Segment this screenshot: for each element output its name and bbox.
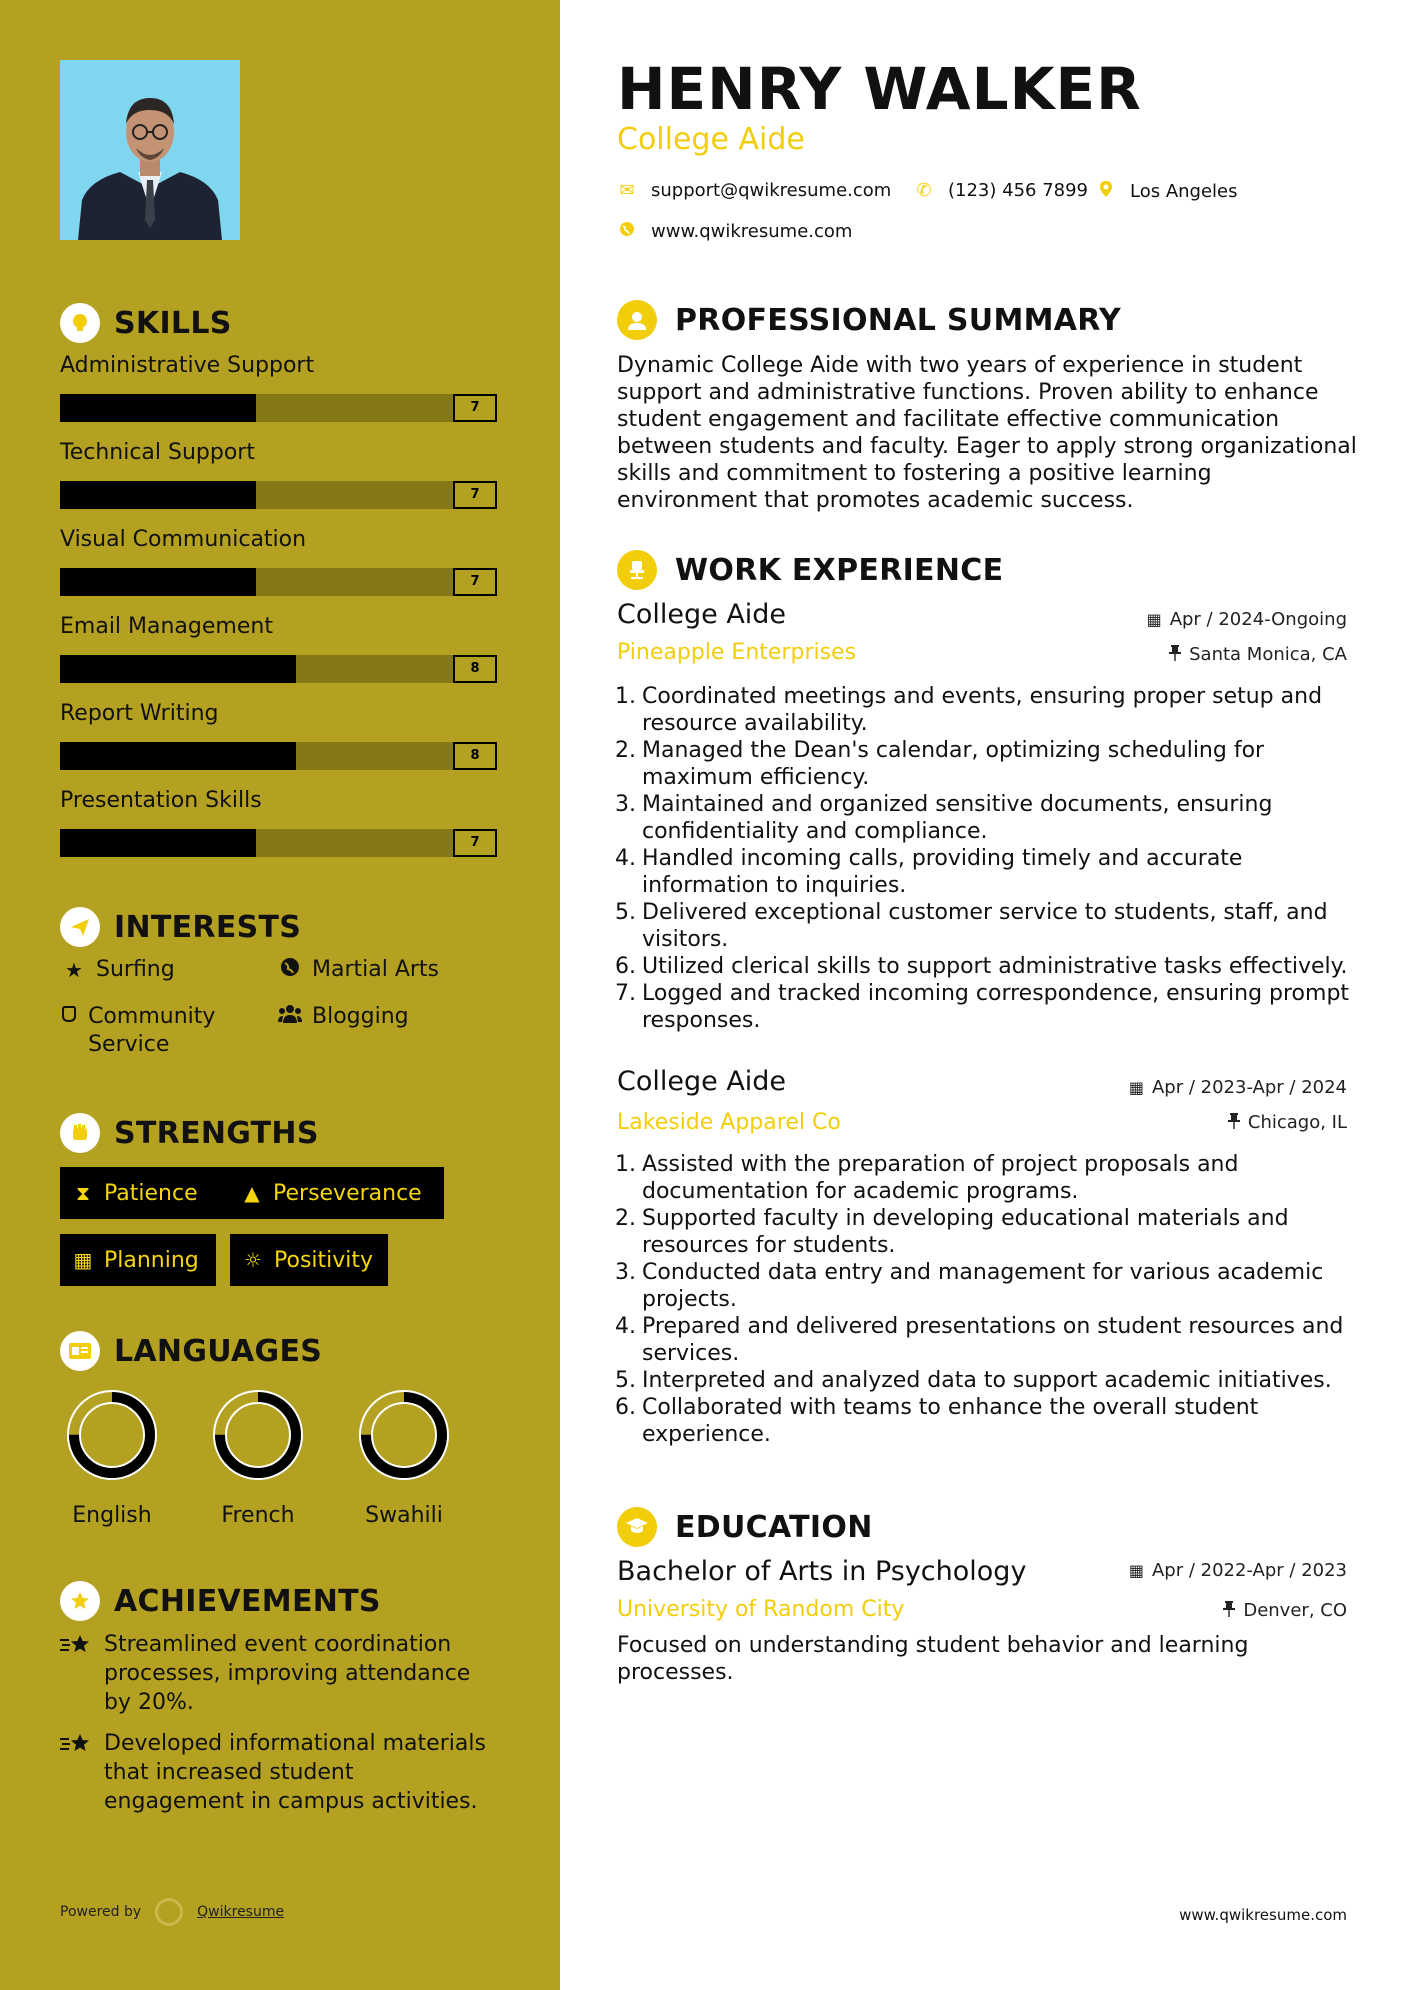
profile-photo — [60, 60, 240, 240]
sun-icon: ☼ — [244, 1248, 262, 1272]
pushpin-icon — [1223, 1601, 1235, 1621]
strength-badge — [230, 1234, 388, 1286]
graduation-icon — [617, 1507, 657, 1547]
bullet-text: Prepared and delivered presentations on student resources and services. — [642, 1314, 1344, 1366]
interest-label: Community Service — [88, 1004, 216, 1057]
hand-icon — [58, 1003, 80, 1031]
skill-item — [60, 785, 500, 857]
strength-badge — [60, 1234, 216, 1286]
qwikresume-link[interactable]: Qwikresume — [197, 1904, 285, 1920]
language-ring — [354, 1385, 454, 1485]
list-number: 5. — [615, 1368, 636, 1393]
skills-title: SKILLS — [114, 305, 232, 341]
bullet-text: Utilized clerical skills to support administrative tasks effectively. — [642, 954, 1348, 979]
candidate-name: HENRY WALKER — [617, 55, 1142, 123]
shooting-star-icon — [60, 1630, 104, 1717]
location-text: Los Angeles — [1130, 181, 1238, 202]
achievements-heading — [60, 1581, 381, 1621]
experience-heading — [617, 550, 1003, 590]
bullet-text: Delivered exceptional customer service to students, staff, and visitors. — [642, 900, 1328, 952]
job-company: Lakeside Apparel Co — [617, 1110, 841, 1135]
education-description: Focused on understanding student behavior and learning processes. — [617, 1633, 1249, 1685]
interests-heading — [60, 907, 301, 947]
interests-title: INTERESTS — [114, 909, 302, 945]
skills-heading — [60, 303, 232, 343]
list-number: 6. — [615, 1395, 636, 1420]
skill-bar-fill — [60, 655, 296, 683]
summary-text: Dynamic College Aide with two years of experience in student support and administrative functions. Proven ability to enhance student engagement and facilitate effective communication between students and faculty. Eager to apply strong organizational skills and commitment to fostering a positive learning environment that promotes academic success. — [617, 353, 1357, 513]
list-number: 4. — [615, 846, 636, 871]
education-heading — [617, 1507, 873, 1547]
skill-label: Administrative Support — [60, 353, 315, 378]
skill-score: 7 — [453, 394, 497, 422]
bullet-text: Assisted with the preparation of project proposals and documentation for academic programs. — [642, 1152, 1239, 1204]
strength-label: Perseverance — [273, 1180, 422, 1206]
skill-label: Presentation Skills — [60, 788, 262, 813]
education-date — [1129, 1560, 1347, 1581]
skill-bar-fill — [60, 742, 296, 770]
summary-heading — [617, 300, 1121, 340]
job-location-text: Chicago, IL — [1247, 1112, 1347, 1133]
interest-item — [276, 956, 439, 984]
languages-heading — [60, 1331, 322, 1371]
job-company: Pineapple Enterprises — [617, 640, 857, 665]
phone-icon: ✆ — [916, 180, 932, 201]
calendar-icon: ▦ — [73, 1248, 93, 1272]
website-text[interactable]: www.qwikresume.com — [651, 221, 853, 242]
job-title: College Aide — [617, 1066, 787, 1097]
language-ring — [208, 1385, 308, 1485]
skill-item — [60, 698, 500, 770]
bullet-text: Interpreted and analyzed data to support academic initiatives. — [642, 1368, 1332, 1393]
education-degree: Bachelor of Arts in Psychology — [617, 1556, 1027, 1587]
list-item — [612, 1313, 1352, 1367]
paper-plane-icon — [60, 907, 100, 947]
bullet-text: Managed the Dean's calendar, optimizing scheduling for maximum efficiency. — [642, 738, 1265, 790]
bullet-text: Coordinated meetings and events, ensuring proper setup and resource availability. — [642, 684, 1323, 736]
skill-item — [60, 437, 500, 509]
skill-bar-fill — [60, 568, 256, 596]
contact-email — [617, 180, 891, 201]
language-label: English — [72, 1503, 152, 1528]
education-school: University of Random City — [617, 1597, 905, 1622]
bullet-text: Supported faculty in developing educational materials and resources for students. — [642, 1206, 1289, 1258]
language-label: French — [221, 1503, 295, 1528]
contact-location — [1096, 180, 1238, 203]
bullet-text: Maintained and organized sensitive documents, ensuring confidentiality and compliance. — [642, 792, 1273, 844]
strength-badge — [60, 1167, 230, 1219]
star-icon: ★ — [65, 958, 83, 982]
bullet-text: Collaborated with teams to enhance the overall student experience. — [642, 1395, 1259, 1447]
language-ring — [62, 1385, 162, 1485]
achievement-item — [60, 1729, 500, 1816]
qwikresume-logo-icon — [155, 1898, 183, 1926]
footer-website[interactable]: www.qwikresume.com — [1179, 1906, 1347, 1924]
award-star-icon — [60, 1581, 100, 1621]
interest-item — [60, 956, 175, 984]
list-number: 1. — [615, 684, 636, 709]
language-label: Swahili — [365, 1503, 443, 1528]
strength-label: Patience — [104, 1180, 198, 1206]
list-number: 6. — [615, 954, 636, 979]
languages-title: LANGUAGES — [114, 1333, 323, 1369]
bullet-text: Handled incoming calls, providing timely and accurate information to inquiries. — [642, 846, 1243, 898]
education-title: EDUCATION — [675, 1509, 873, 1545]
job-location-text: Santa Monica, CA — [1189, 644, 1347, 665]
calendar-icon: ▦ — [1146, 610, 1162, 629]
list-number: 2. — [615, 738, 636, 763]
job-date-text: Apr / 2024-Ongoing — [1169, 609, 1347, 630]
list-item — [612, 791, 1352, 845]
user-icon — [617, 300, 657, 340]
calendar-icon: ▦ — [1128, 1561, 1144, 1580]
list-item — [612, 845, 1352, 899]
achievement-text: Developed informational materials that increased student engagement in campus activities. — [104, 1731, 486, 1814]
list-item — [612, 899, 1352, 953]
skill-bar — [60, 481, 500, 509]
list-item — [612, 737, 1352, 791]
education-date-text: Apr / 2022-Apr / 2023 — [1151, 1560, 1347, 1581]
pushpin-icon — [1228, 1113, 1240, 1133]
list-item — [612, 1259, 1352, 1313]
bullet-text: Logged and tracked incoming correspondence, ensuring prompt responses. — [642, 981, 1350, 1033]
list-number: 1. — [615, 1152, 636, 1177]
language-item — [52, 1385, 172, 1528]
achievement-text: Streamlined event coordination processes, improving attendance by 20%. — [104, 1632, 471, 1715]
bullet-text: Conducted data entry and management for various academic projects. — [642, 1260, 1324, 1312]
lightbulb-icon — [60, 303, 100, 343]
list-item — [612, 1205, 1352, 1259]
language-icon — [60, 1331, 100, 1371]
language-item — [198, 1385, 318, 1528]
users-icon — [276, 1003, 304, 1031]
list-number: 4. — [615, 1314, 636, 1339]
powered-by-label: Powered by — [60, 1904, 142, 1920]
education-location-text: Denver, CO — [1243, 1600, 1347, 1621]
achievement-item — [60, 1630, 500, 1717]
job-date — [1147, 609, 1347, 630]
interest-label: Blogging — [312, 1004, 409, 1029]
skill-bar — [60, 655, 500, 683]
hourglass-icon: ⧗ — [75, 1181, 91, 1205]
list-number: 2. — [615, 1206, 636, 1231]
phone-text[interactable]: (123) 456 7899 — [948, 180, 1089, 201]
globe-icon — [276, 956, 304, 984]
skill-bar — [60, 829, 500, 857]
road-icon: ▲ — [244, 1181, 260, 1205]
skill-item — [60, 611, 500, 683]
skill-item — [60, 524, 500, 596]
calendar-icon: ▦ — [1128, 1078, 1144, 1097]
language-item — [344, 1385, 464, 1528]
candidate-role: College Aide — [617, 122, 805, 157]
skill-score: 8 — [453, 655, 497, 683]
strengths-heading — [60, 1113, 319, 1153]
strength-label: Positivity — [274, 1247, 374, 1273]
skill-label: Report Writing — [60, 701, 219, 726]
job-bullets — [612, 683, 1352, 1034]
skill-bar-fill — [60, 481, 256, 509]
contact-phone — [914, 180, 1088, 201]
skill-label: Email Management — [60, 614, 273, 639]
list-number: 5. — [615, 900, 636, 925]
job-location — [1169, 644, 1347, 665]
contact-website — [617, 221, 852, 242]
list-number: 3. — [615, 1260, 636, 1285]
email-text[interactable]: support@qwikresume.com — [651, 180, 892, 201]
skill-score: 7 — [453, 829, 497, 857]
interest-item — [58, 1003, 258, 1059]
achievements-title: ACHIEVEMENTS — [114, 1583, 381, 1619]
skill-bar — [60, 568, 500, 596]
strengths-title: STRENGTHS — [114, 1115, 319, 1151]
office-chair-icon — [617, 550, 657, 590]
powered-by — [60, 1898, 284, 1926]
fist-icon — [60, 1113, 100, 1153]
skill-bar — [60, 742, 500, 770]
list-item — [612, 1394, 1352, 1448]
list-item — [612, 1367, 1352, 1394]
experience-title: WORK EXPERIENCE — [675, 552, 1004, 588]
skill-label: Visual Communication — [60, 527, 307, 552]
skill-score: 7 — [453, 481, 497, 509]
interest-label: Martial Arts — [312, 957, 440, 982]
list-number: 3. — [615, 792, 636, 817]
list-number: 7. — [615, 981, 636, 1006]
job-location — [1228, 1112, 1347, 1133]
interest-label: Surfing — [96, 957, 175, 982]
job-title: College Aide — [617, 599, 787, 630]
pushpin-icon — [1169, 645, 1181, 665]
job-date-text: Apr / 2023-Apr / 2024 — [1151, 1077, 1347, 1098]
map-pin-icon — [1096, 180, 1116, 203]
skill-item — [60, 350, 500, 422]
education-location — [1223, 1600, 1347, 1621]
job-bullets — [612, 1151, 1352, 1448]
interest-item — [276, 1003, 409, 1031]
list-item — [612, 953, 1352, 980]
skill-label: Technical Support — [60, 440, 255, 465]
shooting-star-icon — [60, 1729, 104, 1816]
envelope-icon: ✉ — [619, 180, 635, 201]
skill-bar-fill — [60, 829, 256, 857]
skill-score: 8 — [453, 742, 497, 770]
skill-score: 7 — [453, 568, 497, 596]
list-item — [612, 980, 1352, 1034]
job-date — [1129, 1077, 1347, 1098]
list-item — [612, 683, 1352, 737]
strength-label: Planning — [104, 1247, 199, 1273]
skill-bar — [60, 394, 500, 422]
summary-title: PROFESSIONAL SUMMARY — [675, 302, 1122, 338]
globe-icon — [617, 221, 637, 242]
skill-bar-fill — [60, 394, 256, 422]
list-item — [612, 1151, 1352, 1205]
strength-badge — [229, 1167, 444, 1219]
